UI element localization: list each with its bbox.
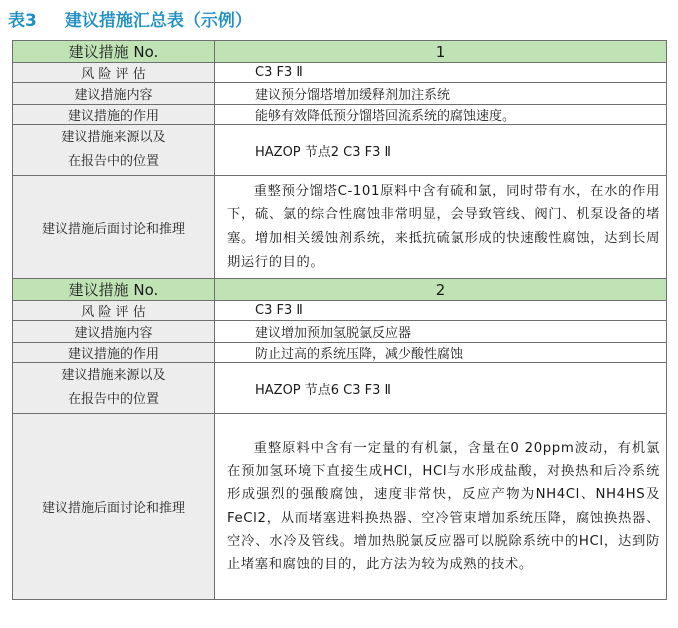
measure-2-effect-row [13,343,667,363]
risk-label: 风 险 评 估 [13,301,215,321]
effect-value: 防止过高的系统压降，减少酸性腐蚀 [215,343,667,363]
measure-2-discussion-row [13,414,667,600]
discussion-text: 重整预分馏塔C-101原料中含有硫和氯，同时带有水，在水的作用下，硫、氯的综合性腐蚀非常明显，会导致管线、阀门、机泵设备的堵塞。增加相关缓蚀剂系统，来抵抗硫氯形成的快速酸性腐蚀，达到长周期运行的目的。 [215,176,667,279]
source-label-line1: 建议措施来源以及 [61,368,166,383]
content-value: 建议增加预加氢脱氯反应器 [215,321,667,343]
effect-label: 建议措施的作用 [13,105,215,125]
discussion-label: 建议措施后面讨论和推理 [13,176,215,279]
source-label-line1: 建议措施来源以及 [61,130,166,145]
effect-label: 建议措施的作用 [13,343,215,363]
risk-label: 风 险 评 估 [13,63,215,83]
content-label: 建议措施内容 [13,83,215,105]
source-label-line2: 在报告中的位置 [67,392,159,407]
discussion-text: 重整原料中含有一定量的有机氯，含量在0 20ppm波动，有机氯在预加氢环境下直接生成HCl，HCl与水形成盐酸，对换热和后冷系统形成强烈的强酸腐蚀，速度非常快，反应产物为NH4Cl、NH4HS及FeCl2，从而堵塞进料换热器、空冷管束增加系统压降，腐蚀换热器、空冷、水冷及管线。增加热脱氯反应器可以脱除系统中的HCl，达到防止堵塞和腐蚀的目的，此方法为较为成熟的技术。 [215,414,667,600]
measure-1-effect-row [13,105,667,125]
measure-2-risk-row [13,301,667,321]
measure-2-content-row [13,321,667,343]
table-caption: 建议措施汇总表（示例） [64,11,252,31]
measure-1-content-row [13,83,667,105]
risk-value: C3 F3 Ⅱ [215,301,667,321]
effect-value: 能够有效降低预分馏塔回流系统的腐蚀速度。 [215,105,667,125]
content-value: 建议预分馏塔增加缓释剂加注系统 [215,83,667,105]
table-number: 表3 [8,11,37,31]
measures-table [12,40,667,600]
source-label [13,125,215,176]
measure-1-risk-row [13,63,667,83]
measure-2-source-row [13,363,667,414]
measure-number: 2 [215,279,667,301]
source-value: HAZOP 节点2 C3 F3 Ⅱ [215,125,667,176]
table-title [8,6,252,36]
source-label [13,363,215,414]
discussion-label: 建议措施后面讨论和推理 [13,414,215,600]
source-value: HAZOP 节点6 C3 F3 Ⅱ [215,363,667,414]
risk-value: C3 F3 Ⅱ [215,63,667,83]
source-label-line2: 在报告中的位置 [67,154,159,169]
measure-no-label: 建议措施 No. [13,279,215,301]
measure-2-header-row [13,279,667,301]
measure-1-source-row [13,125,667,176]
measure-number: 1 [215,41,667,63]
measure-1-discussion-row [13,176,667,279]
content-label: 建议措施内容 [13,321,215,343]
measure-no-label: 建议措施 No. [13,41,215,63]
measure-1-header-row [13,41,667,63]
